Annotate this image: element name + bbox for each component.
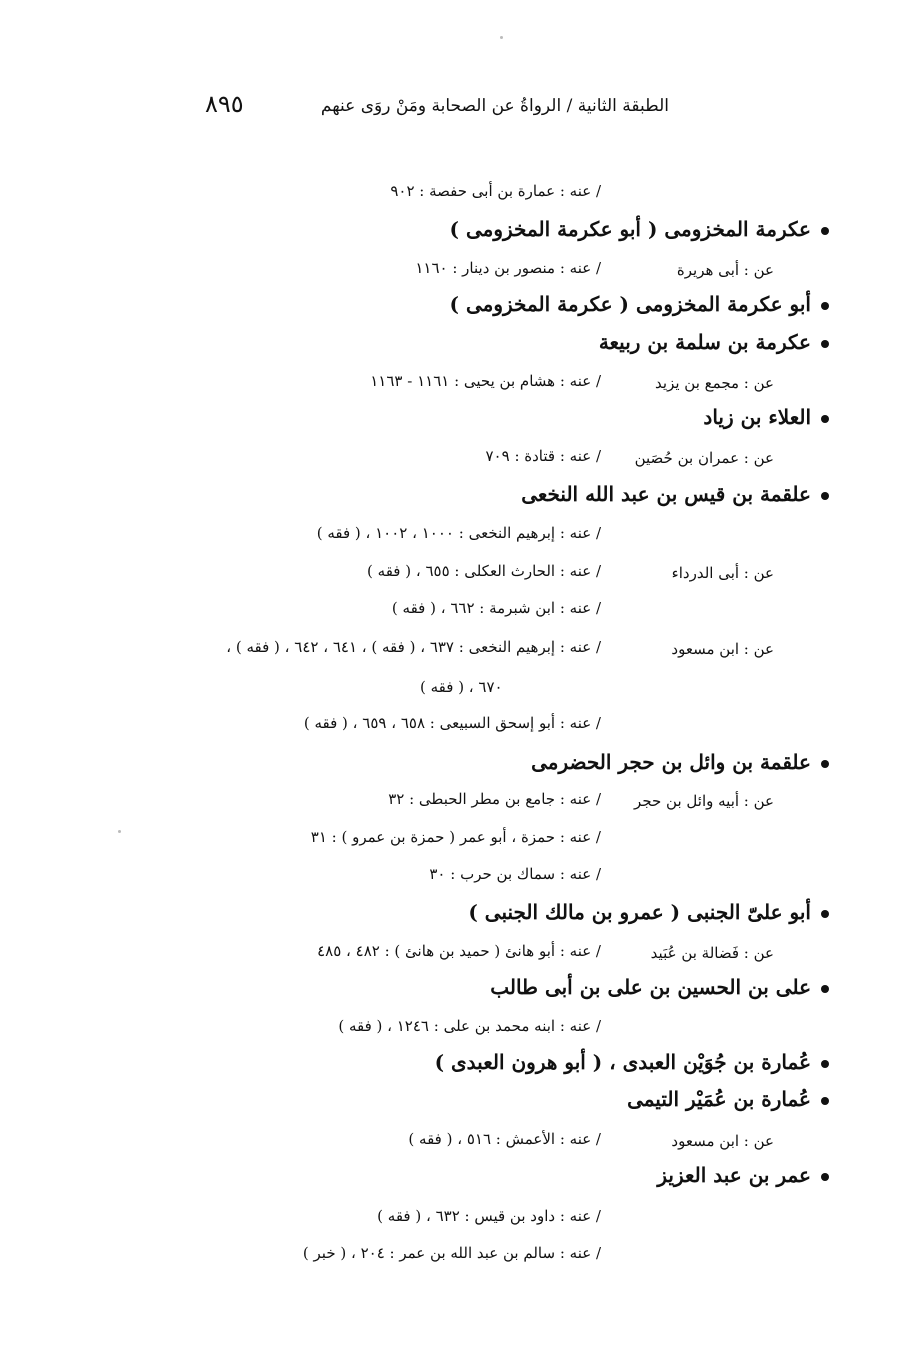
narrator-name: عُمارة بن عُمَيْر التيمى (627, 1087, 811, 1111)
narrator-entry (490, 975, 829, 999)
narrated-by: / عنه : عمارة بن أبى حفصة : ٩٠٢ (390, 182, 601, 200)
narrator-entry (435, 1050, 829, 1074)
narrated-by: / عنه : إبرهيم النخعى : ١٠٠٠ ، ١٠٠٢ ، ( فقه ) (316, 524, 601, 542)
narrator-entry (450, 292, 829, 316)
narrated-by: / عنه : حمزة ، أبو عمر ( حمزة بن عمرو ) : ٣١ (310, 828, 601, 846)
narrator-name: علقمة بن قيس بن عبد الله النخعى (521, 482, 811, 506)
narrated-from: عن : أبى الدرداء (671, 564, 774, 582)
narrated-by: / عنه : قتادة : ٧٠٩ (485, 447, 601, 465)
narrated-by: / عنه : أبو هانئ ( حميد بن هانئ ) : ٤٨٢ ، ٤٨٥ (317, 942, 601, 960)
bullet-icon (821, 492, 829, 500)
narrated-from: عن : ابن مسعود (671, 1132, 774, 1150)
narrator-name: العلاء بن زياد (703, 405, 811, 429)
narrator-name: عمر بن عبد العزيز (657, 1163, 811, 1187)
bullet-icon (821, 1060, 829, 1068)
narrated-by-continuation: ٦٧٠ ، ( فقه ) (420, 678, 503, 696)
narrated-by: / عنه : الأعمش : ٥١٦ ، ( فقه ) (408, 1130, 601, 1148)
narrated-by: / عنه : إبرهيم النخعى : ٦٣٧ ، ( فقه ) ، ٦٤١ ، ٦٤٢ ، ( فقه ) ، (226, 638, 601, 656)
narrator-entry (521, 482, 829, 506)
narrated-from: عن : عمران بن حُصَين (634, 449, 774, 467)
narrator-name: عُمارة بن جُوَيْن العبدى ، ( أبو هرون العبدى ) (434, 1050, 811, 1074)
bullet-icon (821, 302, 829, 310)
narrated-by: / عنه : جامع بن مطر الحبطى : ٣٢ (388, 790, 601, 808)
narrated-by: / عنه : سماك بن حرب : ٣٠ (429, 865, 601, 883)
narrated-by: / عنه : هشام بن يحيى : ١١٦١ - ١١٦٣ (370, 372, 601, 390)
narrated-by: / عنه : داود بن قيس : ٦٣٢ ، ( فقه ) (377, 1207, 601, 1225)
narrator-entry (627, 1087, 829, 1111)
narrated-from: عن : أبى هريرة (676, 261, 774, 279)
narrator-name: علقمة بن وائل بن حجر الحضرمى (531, 750, 811, 774)
narrated-by: / عنه : ابن شبرمة : ٦٦٢ ، ( فقه ) (391, 599, 601, 617)
bullet-icon (821, 760, 829, 768)
narrated-from: عن : فَضالة بن عُبَيد (650, 944, 774, 962)
bullet-icon (821, 985, 829, 993)
page-number: ٨٩٥ (205, 90, 244, 118)
bullet-icon (821, 415, 829, 423)
narrator-name: أبو عكرمة المخزومى ( عكرمة المخزومى ) (449, 292, 811, 316)
narrated-from: عن : ابن مسعود (671, 640, 774, 658)
narrator-name: على بن الحسين بن على بن أبى طالب (490, 975, 811, 999)
narrator-entry (657, 1163, 829, 1187)
narrator-entry (531, 750, 829, 774)
narrated-from: عن : مجمع بن يزيد (655, 374, 774, 392)
bullet-icon (821, 1097, 829, 1105)
running-header-title: الطبقة الثانية / الرواةُ عن الصحابة ومَنْ روَى عنهم (320, 96, 669, 116)
narrator-name: عكرمة بن سلمة بن ربيعة (598, 330, 811, 354)
narrated-by: / عنه : منصور بن دينار : ١١٦٠ (415, 259, 601, 277)
bullet-icon (821, 227, 829, 235)
bullet-icon (821, 910, 829, 918)
narrator-entry (450, 217, 829, 241)
bullet-icon (821, 340, 829, 348)
narrated-by: / عنه : ابنه محمد بن على : ١٢٤٦ ، ( فقه ) (338, 1017, 601, 1035)
narrated-from: عن : أبيه وائل بن حجر (634, 792, 774, 810)
narrator-entry (468, 900, 829, 924)
bullet-icon (821, 1173, 829, 1181)
narrator-entry (599, 330, 829, 354)
scan-speck (500, 36, 503, 39)
scan-speck (118, 830, 121, 833)
narrator-entry (703, 405, 829, 429)
narrator-name: أبو علىّ الجنبى ( عمرو بن مالك الجنبى ) (468, 900, 811, 924)
narrated-by: / عنه : سالم بن عبد الله بن عمر : ٢٠٤ ، ( خبر ) (302, 1244, 601, 1262)
narrated-by: / عنه : أبو إسحق السبيعى : ٦٥٨ ، ٦٥٩ ، ( فقه ) (303, 714, 601, 732)
narrator-name: عكرمة المخزومى ( أبو عكرمة المخزومى ) (449, 217, 811, 241)
narrated-by: / عنه : الحارث العكلى : ٦٥٥ ، ( فقه ) (367, 562, 601, 580)
